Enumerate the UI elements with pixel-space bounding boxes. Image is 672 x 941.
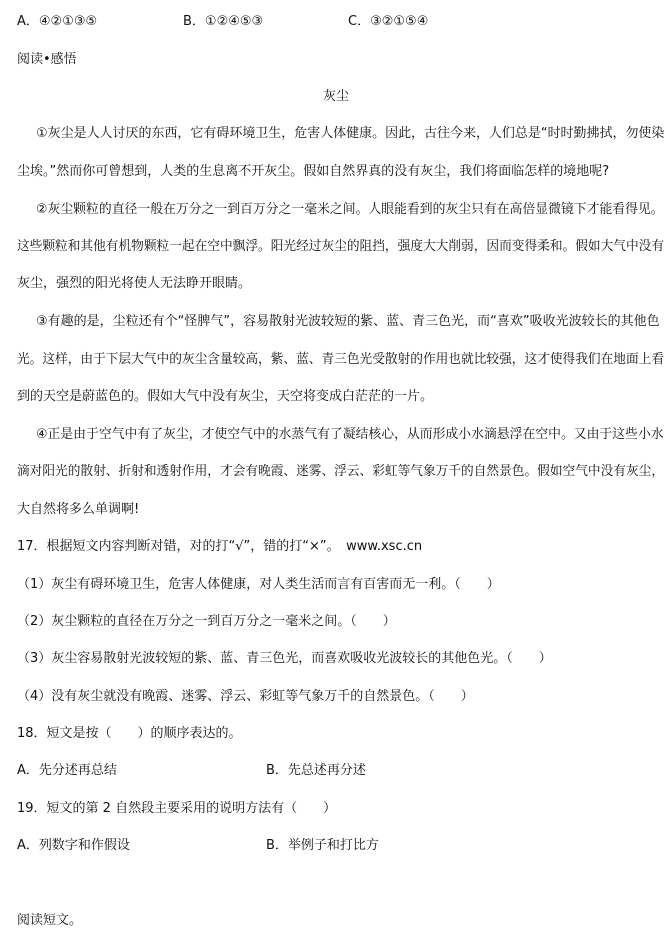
passage-line: ②灰尘颗粒的直径一般在万分之一到百万分之一毫米之间。人眼能看到的灰尘只有在高倍显微镜下才能看得见。: [36, 202, 664, 217]
option-b: B．①②④⑤③: [183, 14, 264, 29]
question-17-item: （4）没有灰尘就没有晚霞、迷雾、浮云、彩虹等气象万千的自然景色。（ ）: [17, 689, 474, 704]
passage-title: 灰尘: [322, 89, 349, 104]
question-17-stem: 17．根据短文内容判断对错，对的打“√”，错的打“×”。 www.xsc.cn: [17, 539, 423, 554]
question-19-stem: 19．短文的第 2 自然段主要采用的说明方法有（ ）: [17, 801, 337, 816]
passage-line: 滴对阳光的散射、折射和透射作用，才会有晚霞、迷雾、浮云、彩虹等气象万千的自然景色。假如空气中没有灰尘，: [17, 464, 665, 479]
passage-line: ④正是由于空气中有了灰尘，才使空气中的水蒸气有了凝结核心，从而形成小水滴悬浮在空中。又由于这些小水: [36, 427, 664, 442]
passage-line: 这些颗粒和其他有机物颗粒一起在空中飘浮。阳光经过灰尘的阻挡，强度大大削弱，因而变得柔和。假如大气中没有: [17, 239, 665, 254]
passage-line: 到的天空是蔚蓝色的。假如大气中没有灰尘，天空将变成白茫茫的一片。: [17, 389, 434, 404]
question-17-item: （1）灰尘有碍环境卫生，危害人体健康，对人类生活而言有百害而无一利。（ ）: [17, 577, 500, 592]
passage-line: 大自然将多么单调啊!: [17, 502, 140, 517]
question-17-item: （3）灰尘容易散射光波较短的紫、蓝、青三色光，而喜欢吸收光波较长的其他色光。（ ）: [17, 651, 552, 666]
question-19-option-a: A．列数字和作假设: [17, 838, 130, 853]
passage-line: ①灰尘是人人讨厌的东西，它有碍环境卫生，危害人体健康。因此，古往今来，人们总是“时时勤拂拭，勿使染: [36, 126, 665, 141]
passage-line: 灰尘，强烈的阳光将使人无法睁开眼睛。: [17, 276, 252, 291]
question-17-item: （2）灰尘颗粒的直径在万分之一到百万分之一毫米之间。（ ）: [17, 614, 396, 629]
question-19-option-b: B．举例子和打比方: [266, 838, 379, 853]
section-header: 阅读•感悟: [17, 52, 77, 67]
option-c: C．③②①⑤④: [348, 14, 429, 29]
passage-line: ③有趣的是，尘粒还有个“怪脾气”，容易散射光波较短的紫、蓝、青三色光，而“喜欢”吸收光波较长的其他色: [36, 314, 660, 329]
passage-line: 尘埃。”然而你可曾想到，人类的生息离不开灰尘。假如自然界真的没有灰尘，我们将面临怎样的境地呢?: [17, 164, 610, 179]
option-a: A．④②①③⑤: [17, 14, 98, 29]
passage-line: 光。这样，由于下层大气中的灰尘含量较高，紫、蓝、青三色光受散射的作用也就比较强，这才使得我们在地面上看: [17, 352, 665, 367]
next-section-header: 阅读短文。: [17, 913, 83, 928]
question-18-option-a: A．先分述再总结: [17, 763, 117, 778]
question-18-stem: 18．短文是按（ ）的顺序表达的。: [17, 726, 242, 741]
question-18-option-b: B．先总述再分述: [266, 763, 366, 778]
